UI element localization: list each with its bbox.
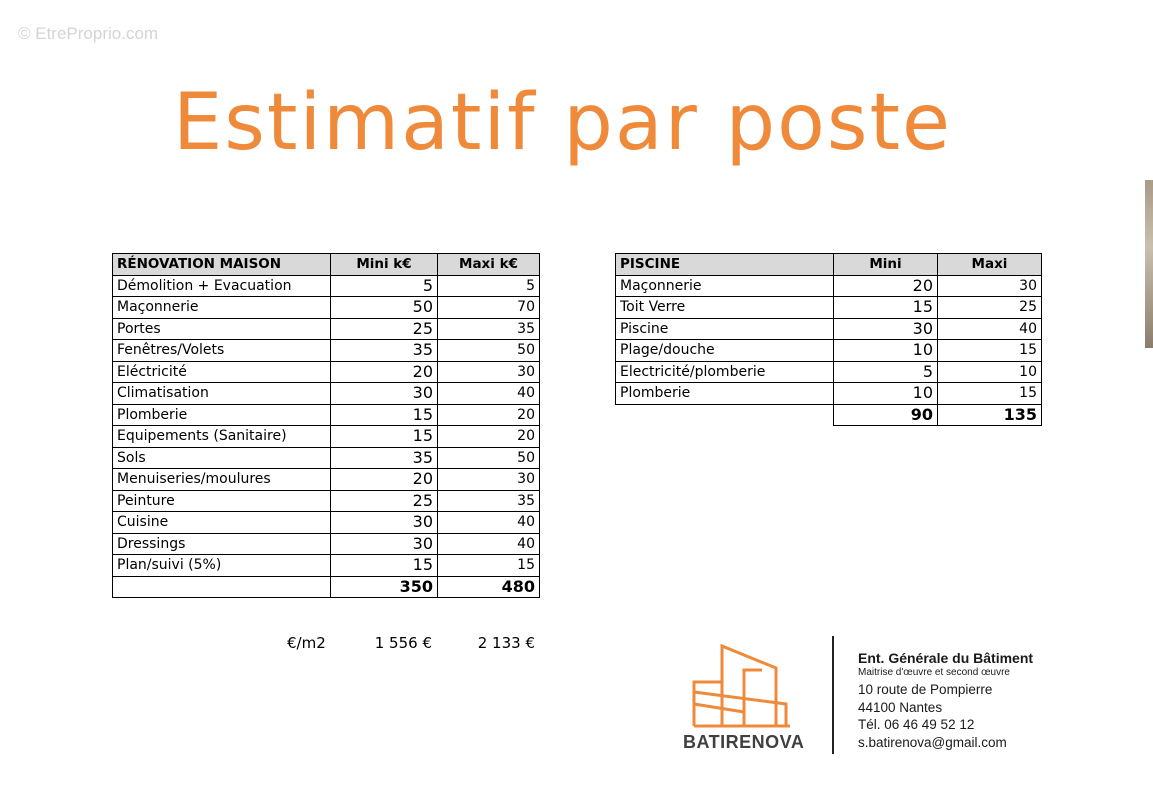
row-label: Plan/suivi (5%)	[113, 555, 331, 577]
watermark: © EtreProprio.com	[18, 24, 159, 43]
row-label: Dressings	[113, 533, 331, 555]
row-label: Climatisation	[113, 383, 331, 405]
table-row	[113, 447, 540, 469]
row-maxi: 15	[938, 340, 1042, 362]
table-row	[616, 383, 1042, 405]
row-maxi: 35	[438, 490, 540, 512]
total-row	[616, 404, 1042, 426]
table-row	[113, 383, 540, 405]
row-mini: 15	[331, 555, 438, 577]
row-maxi: 20	[438, 404, 540, 426]
row-mini: 10	[834, 383, 938, 405]
row-label: Plage/douche	[616, 340, 834, 362]
row-maxi: 40	[438, 512, 540, 534]
row-label: Portes	[113, 318, 331, 340]
row-mini: 30	[331, 383, 438, 405]
row-mini: 50	[331, 297, 438, 319]
total-label-cell	[616, 404, 834, 426]
row-label: Plomberie	[616, 383, 834, 405]
row-maxi: 50	[438, 447, 540, 469]
row-mini: 15	[331, 404, 438, 426]
divider-line	[832, 636, 834, 754]
table-row	[113, 512, 540, 534]
pool-table	[615, 253, 1042, 426]
row-maxi: 70	[438, 297, 540, 319]
row-maxi: 35	[438, 318, 540, 340]
row-maxi: 15	[938, 383, 1042, 405]
edge-photo-fragment	[1145, 180, 1153, 348]
header-category: RÉNOVATION MAISON	[113, 254, 331, 276]
row-mini: 25	[331, 318, 438, 340]
row-label: Piscine	[616, 318, 834, 340]
total-row	[113, 576, 540, 598]
row-maxi: 30	[438, 361, 540, 383]
row-mini: 20	[834, 275, 938, 297]
row-maxi: 40	[938, 318, 1042, 340]
row-maxi: 5	[438, 275, 540, 297]
company-address-line1: 10 route de Pompierre	[858, 682, 993, 697]
row-label: Sols	[113, 447, 331, 469]
row-mini: 35	[331, 447, 438, 469]
row-mini: 15	[331, 426, 438, 448]
row-mini: 20	[331, 469, 438, 491]
page-title: Estimatif par poste	[172, 78, 953, 168]
row-mini: 5	[834, 361, 938, 383]
row-maxi: 50	[438, 340, 540, 362]
brand-name: BATIRENOVA	[683, 732, 805, 752]
table-row	[616, 361, 1042, 383]
renovation-header-row	[113, 254, 540, 276]
row-label: Démolition + Evacuation	[113, 275, 331, 297]
row-label: Eléctricité	[113, 361, 331, 383]
row-mini: 25	[331, 490, 438, 512]
table-row	[113, 404, 540, 426]
row-mini: 15	[834, 297, 938, 319]
row-maxi: 30	[438, 469, 540, 491]
row-maxi: 10	[938, 361, 1042, 383]
row-label: Equipements (Sanitaire)	[113, 426, 331, 448]
row-maxi: 40	[438, 533, 540, 555]
table-row	[113, 426, 540, 448]
table-row	[616, 340, 1042, 362]
row-maxi: 40	[438, 383, 540, 405]
row-label: Fenêtres/Volets	[113, 340, 331, 362]
total-label-cell	[113, 576, 331, 598]
header-maxi: Maxi	[938, 254, 1042, 276]
table-row	[616, 297, 1042, 319]
row-mini: 30	[331, 512, 438, 534]
total-maxi: 135	[938, 404, 1042, 426]
row-maxi: 20	[438, 426, 540, 448]
row-mini: 10	[834, 340, 938, 362]
table-row	[113, 275, 540, 297]
renovation-table	[112, 253, 540, 598]
company-info	[858, 650, 1033, 751]
per-m2-mini: 1 556 €	[374, 634, 432, 652]
row-maxi: 30	[938, 275, 1042, 297]
row-maxi: 15	[438, 555, 540, 577]
total-mini: 350	[331, 576, 438, 598]
batirenova-logo	[690, 642, 802, 728]
row-mini: 30	[834, 318, 938, 340]
per-m2-maxi: 2 133 €	[477, 634, 535, 652]
table-row	[113, 490, 540, 512]
header-mini: Mini	[834, 254, 938, 276]
company-name: Ent. Générale du Bâtiment	[858, 650, 1034, 666]
row-label: Plomberie	[113, 404, 331, 426]
row-mini: 30	[331, 533, 438, 555]
company-tagline: Maitrise d'œuvre et second œuvre	[858, 667, 1010, 678]
table-row	[113, 318, 540, 340]
table-row	[113, 469, 540, 491]
table-row	[113, 361, 540, 383]
row-mini: 35	[331, 340, 438, 362]
table-row	[113, 297, 540, 319]
total-mini: 90	[834, 404, 938, 426]
header-category: PISCINE	[616, 254, 834, 276]
row-mini: 20	[331, 361, 438, 383]
row-label: Peinture	[113, 490, 331, 512]
company-address-line2: 44100 Nantes	[858, 699, 943, 715]
company-phone: Tél. 06 46 49 52 12	[858, 717, 975, 732]
row-label: Maçonnerie	[113, 297, 331, 319]
company-email: s.batirenova@gmail.com	[858, 734, 1007, 750]
table-row	[113, 555, 540, 577]
header-maxi: Maxi k€	[438, 254, 540, 276]
row-label: Menuiseries/moulures	[113, 469, 331, 491]
table-row	[113, 340, 540, 362]
header-mini: Mini k€	[331, 254, 438, 276]
row-label: Cuisine	[113, 512, 331, 534]
row-label: Toit Verre	[616, 297, 834, 319]
table-row	[113, 533, 540, 555]
row-mini: 5	[331, 275, 438, 297]
row-maxi: 25	[938, 297, 1042, 319]
table-row	[616, 275, 1042, 297]
row-label: Maçonnerie	[616, 275, 834, 297]
row-label: Electricité/plomberie	[616, 361, 834, 383]
table-row	[616, 318, 1042, 340]
pool-header-row	[616, 254, 1042, 276]
per-m2-label: €/m2	[287, 634, 326, 652]
total-maxi: 480	[438, 576, 540, 598]
